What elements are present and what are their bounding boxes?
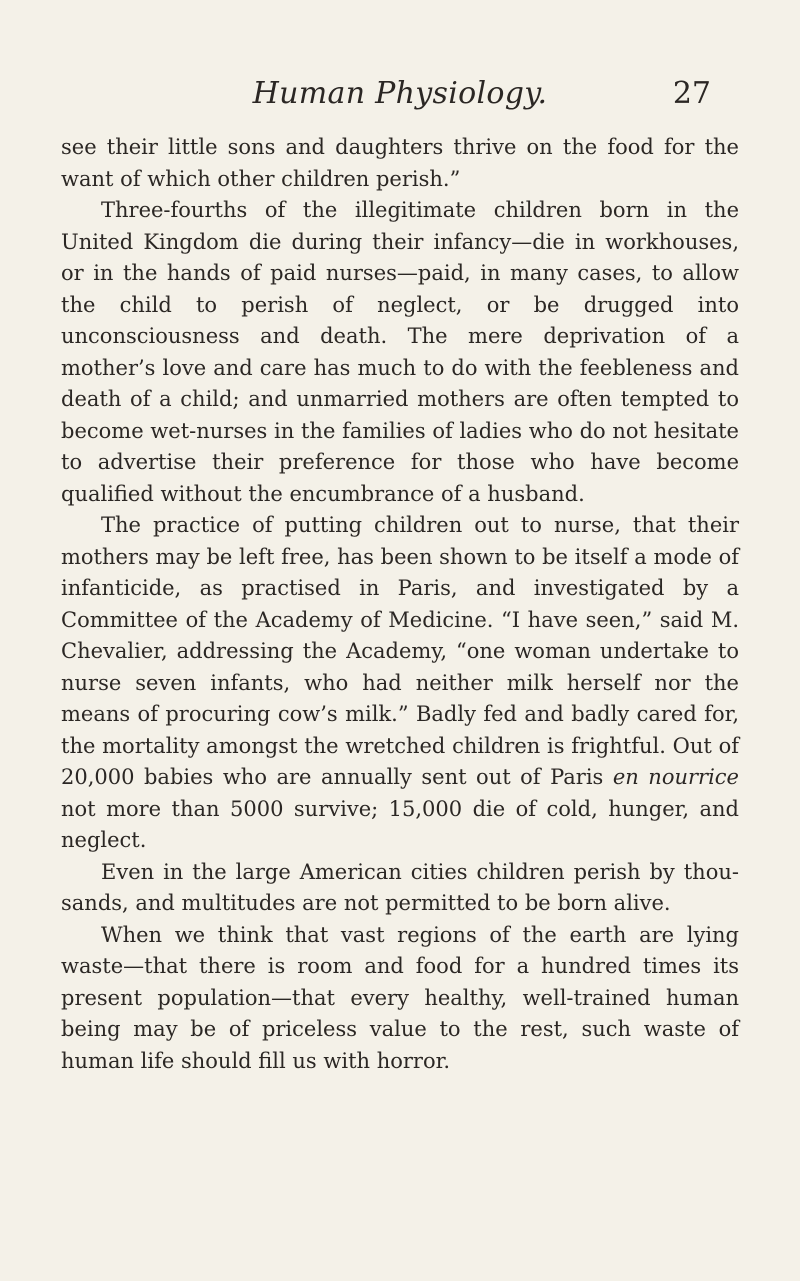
paragraph-5: When we think that vast regions of the earth are lying waste—that there is room and food for a hundred times its present population—that every healthy, well-trained human being may be of priceless value to the rest, such waste of human life should fill us with horror.	[61, 922, 739, 1073]
paragraph-3-text-after: not more than 5000 survive; 15,000 die of cold, hunger, and neglect.	[61, 796, 739, 852]
body-text	[61, 132, 739, 1077]
paragraph-3	[61, 510, 739, 857]
page-number: 27	[672, 76, 711, 111]
running-title: Human Physiology.	[252, 76, 548, 111]
paragraph-3-text: The practice of putting children out to nurse, that their mothers may be left free, has been shown to be itself a mode of infanticide, as practised in Paris, and investigated by a Committee of the Academy of Medicine. “I have seen,” said M. Chevalier, addressing the Academy, “one woman undertake to nurse seven infants, who had neither milk herself nor the means of procuring cow’s milk.” Badly fed and badly cared for, the mortality amongst the wretched children is frightful. Out of 20,000 babies who are annually sent out of Paris	[61, 513, 739, 789]
italic-phrase: en nourrice	[612, 765, 739, 789]
paragraph-2: Three-fourths of the illegitimate children born in the United Kingdom die during their infancy—die in workhouses, or in the hands of paid nurses—paid, in many cases, to allow the child to perish of neglect, or be drugged into unconsciousness and death. The mere deprivation of a mother’s love and care has much to do with the feebleness and death of a child; and unmarried mothers are often tempted to become wet-nurses in the families of ladies who do not hesitate to advertise their preference for those who have become qualified without the encumbrance of a husband.	[61, 198, 739, 506]
paragraph-4: Even in the large American cities children perish by thousands, and multitudes are not permitted to be born alive.	[61, 859, 739, 915]
running-head	[0, 74, 800, 114]
paragraph-1: see their little sons and daughters thrive on the food for the want of which other children perish.”	[61, 135, 739, 191]
